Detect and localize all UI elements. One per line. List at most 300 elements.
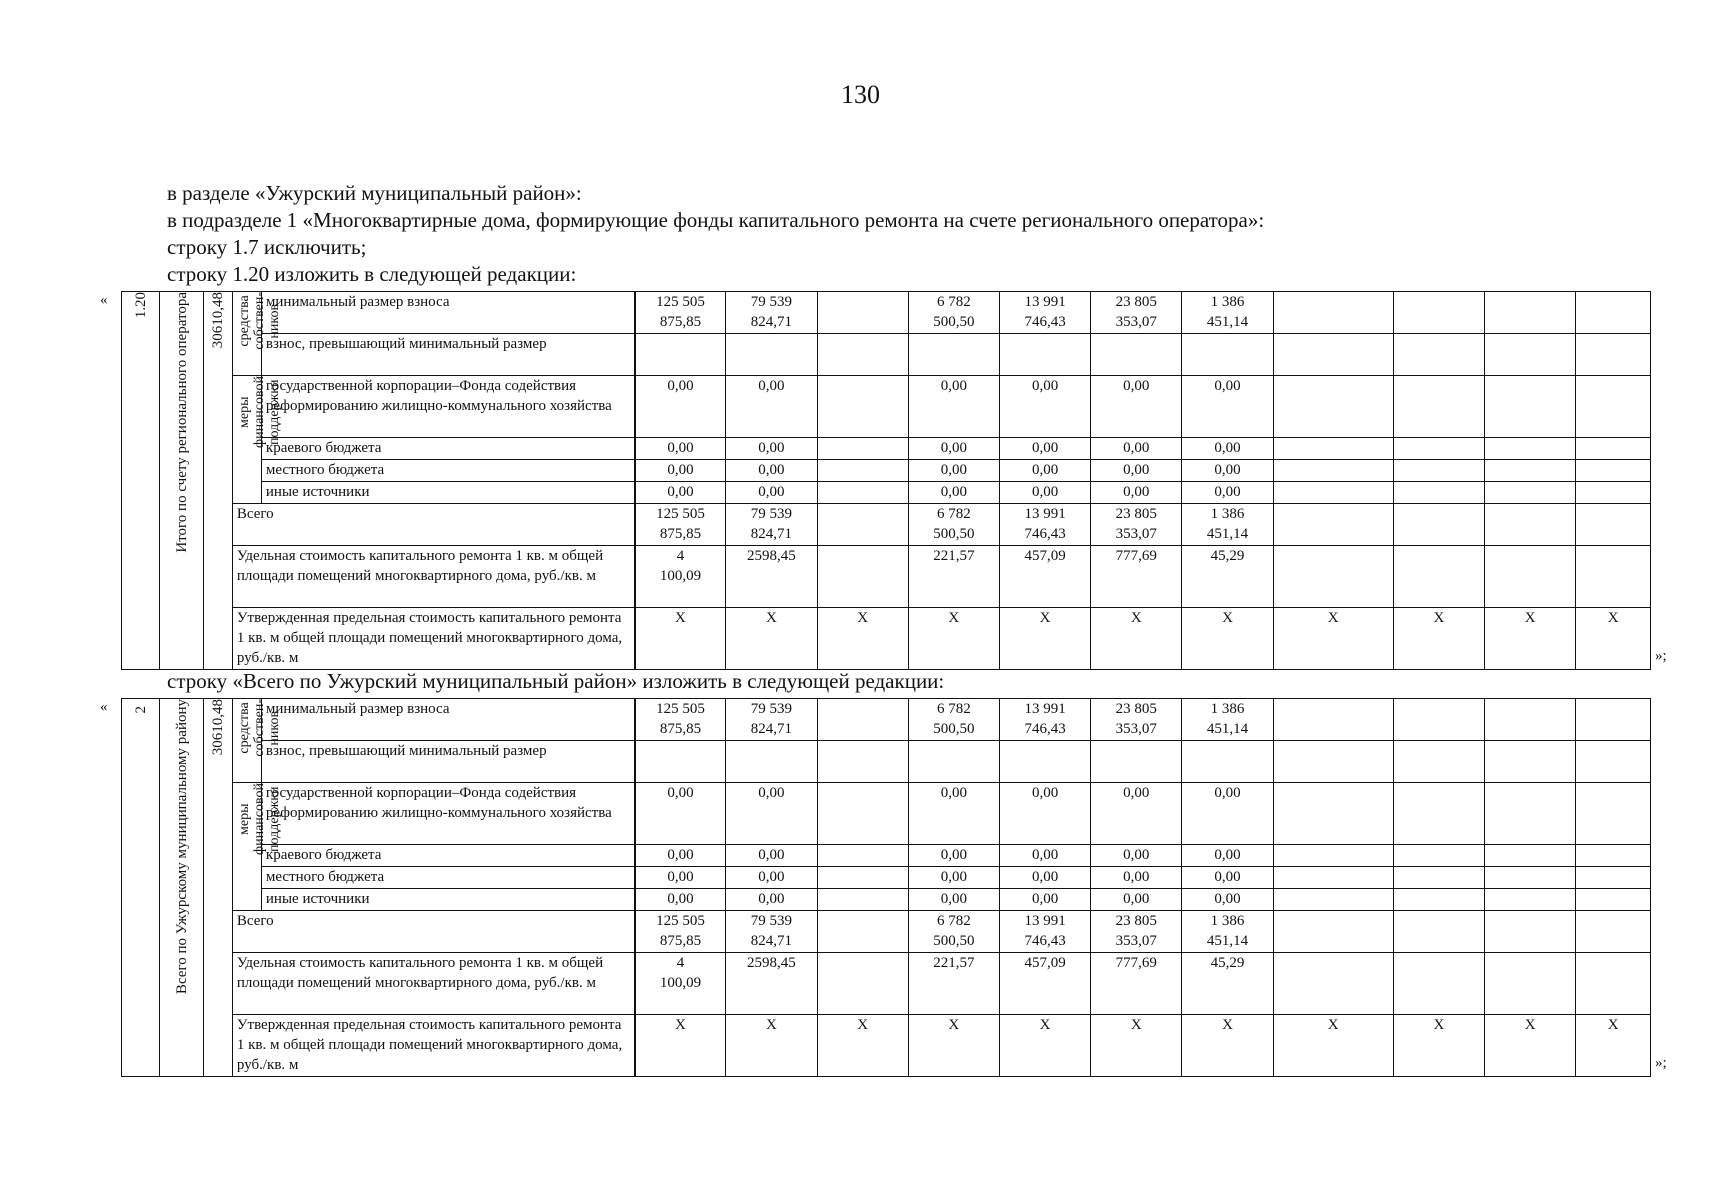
value-cell bbox=[726, 911, 817, 953]
value-cell bbox=[1576, 292, 1651, 334]
row-label: краевого бюджета bbox=[261, 845, 634, 867]
value-cell bbox=[817, 699, 908, 741]
value-line: 0,00 bbox=[940, 869, 967, 885]
value-line: X bbox=[1327, 610, 1339, 626]
value-line: 0,00 bbox=[940, 847, 967, 863]
value-cell bbox=[999, 482, 1090, 504]
value-cell bbox=[999, 460, 1090, 482]
value-cell bbox=[1485, 741, 1576, 783]
value-cell bbox=[908, 911, 999, 953]
value-cell bbox=[1393, 460, 1484, 482]
value-cell bbox=[635, 334, 726, 376]
intro-line-replace-1-20: строку 1.20 изложить в следующей редакции: bbox=[167, 262, 577, 286]
value-line: X bbox=[1222, 1017, 1233, 1033]
value-cell bbox=[1182, 867, 1273, 889]
value-cell bbox=[1393, 845, 1484, 867]
value-line: 0,00 bbox=[1031, 378, 1059, 394]
value-line: 0,00 bbox=[758, 785, 785, 801]
value-line: X bbox=[1327, 1017, 1339, 1033]
value-cell bbox=[1273, 783, 1393, 845]
group-financial-support bbox=[232, 376, 282, 504]
value-cell bbox=[1091, 482, 1182, 504]
value-line: 0,00 bbox=[1123, 440, 1150, 456]
value-cell bbox=[1393, 741, 1484, 783]
value-line: 0,00 bbox=[1031, 785, 1059, 801]
value-line: 875,85 bbox=[659, 314, 702, 330]
value-cell bbox=[726, 438, 817, 460]
value-cell bbox=[908, 608, 999, 670]
value-line: 0,00 bbox=[1123, 462, 1150, 478]
value-line: 79 539 bbox=[750, 506, 793, 522]
value-cell bbox=[726, 889, 817, 911]
page-number: 130 bbox=[841, 80, 880, 109]
row-regional-budget bbox=[122, 845, 1651, 867]
group-financial-support-text bbox=[237, 783, 282, 855]
value-line: 6 782 bbox=[936, 701, 971, 717]
value-cell bbox=[1393, 1015, 1484, 1077]
value-line: 6 782 bbox=[936, 913, 971, 929]
group-owner-funds-line: собствен- bbox=[251, 292, 267, 350]
value-cell bbox=[635, 460, 726, 482]
value-cell bbox=[635, 867, 726, 889]
value-line: 1 386 bbox=[1210, 294, 1245, 310]
value-cell bbox=[908, 953, 999, 1015]
value-cell bbox=[999, 867, 1090, 889]
area-value bbox=[203, 699, 232, 1077]
value-cell bbox=[1576, 867, 1651, 889]
value-line: 0,00 bbox=[1214, 869, 1241, 885]
value-line: 13 991 bbox=[1024, 701, 1066, 717]
value-line: X bbox=[1039, 610, 1051, 626]
value-cell bbox=[1393, 504, 1484, 546]
value-cell bbox=[817, 334, 908, 376]
closing-quote: »; bbox=[1655, 1055, 1667, 1071]
value-cell bbox=[999, 741, 1090, 783]
group-owner-funds-text bbox=[237, 292, 282, 350]
value-cell bbox=[908, 460, 999, 482]
value-cell bbox=[1576, 1015, 1651, 1077]
row-label: местного бюджета bbox=[261, 460, 634, 482]
value-cell bbox=[1091, 376, 1182, 438]
value-cell bbox=[1182, 292, 1273, 334]
value-cell bbox=[1182, 546, 1273, 608]
value-cell bbox=[908, 438, 999, 460]
value-cell bbox=[1182, 376, 1273, 438]
value-cell bbox=[1182, 783, 1273, 845]
value-line: 0,00 bbox=[1031, 484, 1059, 500]
value-cell bbox=[1273, 504, 1393, 546]
value-cell bbox=[635, 1015, 726, 1077]
value-cell bbox=[1273, 741, 1393, 783]
value-line: 824,71 bbox=[750, 721, 793, 737]
value-cell bbox=[1485, 438, 1576, 460]
value-line: 0,00 bbox=[1214, 891, 1241, 907]
value-cell bbox=[1091, 699, 1182, 741]
intro-line-section: в разделе «Ужурский муниципальный район»: bbox=[167, 181, 582, 205]
row-over-min-contribution bbox=[122, 334, 1651, 376]
value-line: 457,09 bbox=[1024, 955, 1066, 971]
group-financial-support-line: меры bbox=[236, 396, 252, 428]
value-cell bbox=[635, 292, 726, 334]
value-line: 0,00 bbox=[667, 847, 694, 863]
value-cell bbox=[1091, 292, 1182, 334]
row-unit-cost bbox=[122, 953, 1651, 1015]
value-line: X bbox=[948, 610, 960, 626]
value-line: 824,71 bbox=[750, 314, 793, 330]
value-line: 0,00 bbox=[758, 484, 785, 500]
value-cell bbox=[817, 783, 908, 845]
opening-quote: « bbox=[100, 292, 108, 308]
value-line: X bbox=[1433, 610, 1445, 626]
value-line: 0,00 bbox=[1031, 891, 1059, 907]
row-unit-cost bbox=[122, 546, 1651, 608]
value-line: 0,00 bbox=[758, 378, 785, 394]
value-cell bbox=[1182, 845, 1273, 867]
value-cell bbox=[1576, 889, 1651, 911]
value-cell bbox=[1273, 867, 1393, 889]
value-line: 4 bbox=[676, 955, 685, 971]
row-label: государственной корпорации–Фонда содействия реформированию жилищно-коммунального хозяйства bbox=[261, 783, 634, 845]
value-cell bbox=[726, 845, 817, 867]
value-line: 500,50 bbox=[933, 933, 975, 949]
value-line: 125 505 bbox=[656, 913, 705, 929]
value-cell bbox=[1576, 953, 1651, 1015]
value-cell bbox=[726, 1015, 817, 1077]
value-cell bbox=[1576, 460, 1651, 482]
value-line: 13 991 bbox=[1024, 294, 1066, 310]
value-cell bbox=[999, 911, 1090, 953]
intro-line-exclude: строку 1.7 исключить; bbox=[167, 235, 367, 259]
value-cell bbox=[1091, 1015, 1182, 1077]
row-label: взнос, превышающий минимальный размер bbox=[261, 334, 634, 376]
value-cell bbox=[635, 741, 726, 783]
value-cell bbox=[1576, 911, 1651, 953]
value-line: 100,09 bbox=[659, 975, 702, 991]
value-cell bbox=[1273, 953, 1393, 1015]
value-cell bbox=[1182, 741, 1273, 783]
value-line: 0,00 bbox=[1031, 869, 1059, 885]
value-line: X bbox=[1524, 610, 1536, 626]
value-line: 0,00 bbox=[1214, 462, 1241, 478]
value-cell bbox=[1091, 867, 1182, 889]
value-cell bbox=[1576, 546, 1651, 608]
value-line: 777,69 bbox=[1115, 955, 1157, 971]
value-cell bbox=[1091, 889, 1182, 911]
value-cell bbox=[1091, 438, 1182, 460]
value-cell bbox=[999, 608, 1090, 670]
value-cell bbox=[1182, 460, 1273, 482]
value-cell bbox=[817, 889, 908, 911]
value-line: 353,07 bbox=[1115, 933, 1157, 949]
value-cell bbox=[1485, 460, 1576, 482]
value-cell bbox=[908, 376, 999, 438]
row-local-budget bbox=[122, 460, 1651, 482]
row-total bbox=[122, 504, 1651, 546]
value-line: X bbox=[1130, 1017, 1142, 1033]
value-line: 0,00 bbox=[667, 484, 694, 500]
value-cell bbox=[635, 911, 726, 953]
value-line: 0,00 bbox=[667, 440, 694, 456]
value-cell bbox=[817, 460, 908, 482]
value-line: 1 386 bbox=[1210, 701, 1245, 717]
value-line: 875,85 bbox=[659, 933, 702, 949]
value-line: 0,00 bbox=[667, 378, 694, 394]
value-cell bbox=[635, 783, 726, 845]
value-cell bbox=[1273, 546, 1393, 608]
value-line: 0,00 bbox=[758, 869, 785, 885]
value-line: 0,00 bbox=[1214, 440, 1241, 456]
value-cell bbox=[1393, 911, 1484, 953]
value-cell bbox=[817, 376, 908, 438]
row-label: местного бюджета bbox=[261, 867, 634, 889]
value-cell bbox=[999, 546, 1090, 608]
value-cell bbox=[1485, 376, 1576, 438]
value-cell bbox=[817, 608, 908, 670]
value-cell bbox=[1485, 867, 1576, 889]
row-label: краевого бюджета bbox=[261, 438, 634, 460]
group-financial-support-line: меры bbox=[236, 803, 252, 835]
value-line: X bbox=[857, 610, 869, 626]
row-over-min-contribution bbox=[122, 741, 1651, 783]
value-line: X bbox=[1433, 1017, 1445, 1033]
value-cell bbox=[1393, 438, 1484, 460]
value-cell bbox=[817, 911, 908, 953]
value-cell bbox=[817, 438, 908, 460]
value-cell bbox=[908, 1015, 999, 1077]
value-line: 0,00 bbox=[667, 462, 694, 478]
row-label: минимальный размер взноса bbox=[261, 699, 634, 741]
value-cell bbox=[1485, 546, 1576, 608]
value-line: X bbox=[1524, 1017, 1536, 1033]
value-cell bbox=[726, 953, 817, 1015]
value-line: 875,85 bbox=[659, 721, 702, 737]
row-label: Удельная стоимость капитального ремонта 1 кв. м общей площади помещений многоквартирного дома, руб./кв. м bbox=[232, 546, 634, 608]
value-cell bbox=[1182, 438, 1273, 460]
row-total bbox=[122, 911, 1651, 953]
value-cell bbox=[1485, 292, 1576, 334]
row-number bbox=[122, 292, 160, 670]
closing-quote: »; bbox=[1655, 648, 1667, 664]
value-cell bbox=[1273, 1015, 1393, 1077]
value-cell bbox=[1576, 334, 1651, 376]
value-line: 4 bbox=[676, 548, 685, 564]
value-cell bbox=[1393, 889, 1484, 911]
value-line: 0,00 bbox=[940, 440, 967, 456]
value-cell bbox=[1273, 482, 1393, 504]
group-owner-funds-text bbox=[237, 699, 282, 757]
value-cell bbox=[726, 376, 817, 438]
row-local-budget bbox=[122, 867, 1651, 889]
row-max-cost bbox=[122, 1015, 1651, 1077]
value-cell bbox=[999, 438, 1090, 460]
group-owner-funds-line: ников bbox=[266, 710, 282, 746]
row-number-text: 2 bbox=[132, 705, 149, 713]
value-cell bbox=[1182, 953, 1273, 1015]
value-cell bbox=[1576, 608, 1651, 670]
value-cell bbox=[1393, 953, 1484, 1015]
group-financial-support-line: финансовой bbox=[251, 783, 267, 855]
row-label: иные источники bbox=[261, 889, 634, 911]
row-title-text: Итого по счету регионального оператора bbox=[173, 292, 190, 553]
value-cell bbox=[1273, 376, 1393, 438]
row-title bbox=[160, 292, 204, 670]
value-cell bbox=[1576, 438, 1651, 460]
row-fund-support bbox=[122, 783, 1651, 845]
value-cell bbox=[999, 889, 1090, 911]
value-line: 0,00 bbox=[758, 891, 785, 907]
value-cell bbox=[1182, 334, 1273, 376]
value-line: 0,00 bbox=[940, 785, 967, 801]
value-cell bbox=[999, 783, 1090, 845]
value-line: 0,00 bbox=[1031, 847, 1059, 863]
value-cell bbox=[908, 292, 999, 334]
value-line: 0,00 bbox=[1031, 462, 1059, 478]
value-cell bbox=[1091, 845, 1182, 867]
value-line: X bbox=[857, 1017, 869, 1033]
value-line: 500,50 bbox=[933, 314, 975, 330]
value-cell bbox=[908, 334, 999, 376]
value-cell bbox=[1091, 783, 1182, 845]
group-owner-funds-line: средства bbox=[236, 295, 252, 347]
value-line: 451,14 bbox=[1206, 526, 1249, 542]
value-line: X bbox=[948, 1017, 960, 1033]
value-cell bbox=[635, 889, 726, 911]
value-line: 1 386 bbox=[1210, 506, 1245, 522]
value-line: X bbox=[765, 1017, 777, 1033]
value-line: 23 805 bbox=[1115, 506, 1157, 522]
value-line: 0,00 bbox=[758, 847, 785, 863]
group-owner-funds bbox=[232, 699, 282, 783]
value-line: X bbox=[1607, 1017, 1619, 1033]
value-cell bbox=[817, 953, 908, 1015]
value-line: 353,07 bbox=[1115, 526, 1157, 542]
amendment-table-row-1-20 bbox=[121, 291, 1651, 670]
value-cell bbox=[1273, 889, 1393, 911]
row-max-cost bbox=[122, 608, 1651, 670]
value-cell bbox=[1576, 699, 1651, 741]
value-cell bbox=[1182, 911, 1273, 953]
value-cell bbox=[1273, 911, 1393, 953]
value-cell bbox=[1393, 482, 1484, 504]
value-line: 0,00 bbox=[1123, 891, 1150, 907]
value-cell bbox=[908, 699, 999, 741]
value-cell bbox=[908, 783, 999, 845]
value-line: 2598,45 bbox=[747, 548, 796, 564]
value-cell bbox=[1485, 334, 1576, 376]
row-label: государственной корпорации–Фонда содействия реформированию жилищно-коммунального хозяйства bbox=[261, 376, 634, 438]
value-cell bbox=[1273, 845, 1393, 867]
value-line: 79 539 bbox=[750, 294, 793, 310]
value-line: 0,00 bbox=[1123, 484, 1150, 500]
value-cell bbox=[1485, 504, 1576, 546]
value-cell bbox=[1485, 953, 1576, 1015]
value-line: 1 386 bbox=[1210, 913, 1245, 929]
value-cell bbox=[726, 546, 817, 608]
value-line: 0,00 bbox=[1123, 847, 1150, 863]
value-line: 777,69 bbox=[1115, 548, 1157, 564]
row-label: Удельная стоимость капитального ремонта 1 кв. м общей площади помещений многоквартирного дома, руб./кв. м bbox=[232, 953, 634, 1015]
value-line: 875,85 bbox=[659, 526, 702, 542]
value-line: 0,00 bbox=[667, 785, 694, 801]
value-cell bbox=[1485, 1015, 1576, 1077]
value-line: 451,14 bbox=[1206, 314, 1249, 330]
value-line: 0,00 bbox=[758, 462, 785, 478]
value-cell bbox=[1182, 889, 1273, 911]
group-financial-support-line: поддержки bbox=[266, 786, 282, 852]
value-cell bbox=[635, 845, 726, 867]
value-line: 353,07 bbox=[1115, 314, 1157, 330]
value-cell bbox=[999, 504, 1090, 546]
value-cell bbox=[817, 482, 908, 504]
row-title bbox=[160, 699, 204, 1077]
value-cell bbox=[1182, 1015, 1273, 1077]
value-line: 746,43 bbox=[1024, 314, 1066, 330]
value-line: 457,09 bbox=[1024, 548, 1066, 564]
value-line: 0,00 bbox=[1214, 484, 1241, 500]
row-other-sources bbox=[122, 889, 1651, 911]
value-cell bbox=[999, 334, 1090, 376]
row-regional-budget bbox=[122, 438, 1651, 460]
value-cell bbox=[1091, 546, 1182, 608]
value-line: X bbox=[675, 1017, 686, 1033]
value-line: X bbox=[1607, 610, 1619, 626]
value-line: 23 805 bbox=[1115, 913, 1157, 929]
value-cell bbox=[635, 376, 726, 438]
value-cell bbox=[1091, 911, 1182, 953]
row-label: иные источники bbox=[261, 482, 634, 504]
value-cell bbox=[635, 504, 726, 546]
value-line: 451,14 bbox=[1206, 721, 1249, 737]
value-line: 0,00 bbox=[667, 869, 694, 885]
value-cell bbox=[1182, 608, 1273, 670]
value-cell bbox=[1091, 460, 1182, 482]
value-cell bbox=[817, 867, 908, 889]
value-cell bbox=[1485, 482, 1576, 504]
group-owner-funds-line: средства bbox=[236, 702, 252, 754]
group-financial-support-line: финансовой bbox=[251, 376, 267, 448]
value-cell bbox=[817, 1015, 908, 1077]
value-cell bbox=[1091, 741, 1182, 783]
value-line: 824,71 bbox=[750, 526, 793, 542]
value-line: X bbox=[1039, 1017, 1051, 1033]
row-label: взнос, превышающий минимальный размер bbox=[261, 741, 634, 783]
value-cell bbox=[999, 953, 1090, 1015]
row-min-contribution bbox=[122, 699, 1651, 741]
value-cell bbox=[999, 845, 1090, 867]
value-line: 500,50 bbox=[933, 721, 975, 737]
value-line: 23 805 bbox=[1115, 701, 1157, 717]
value-line: 45,29 bbox=[1210, 955, 1245, 971]
value-line: 451,14 bbox=[1206, 933, 1249, 949]
value-line: 0,00 bbox=[667, 891, 694, 907]
group-owner-funds-line: ников bbox=[266, 303, 282, 339]
value-line: 23 805 bbox=[1115, 294, 1157, 310]
value-line: 0,00 bbox=[1123, 378, 1150, 394]
value-line: 0,00 bbox=[940, 484, 967, 500]
value-cell bbox=[1393, 783, 1484, 845]
value-cell bbox=[635, 482, 726, 504]
value-cell bbox=[1576, 376, 1651, 438]
value-cell bbox=[1182, 482, 1273, 504]
value-cell bbox=[1273, 608, 1393, 670]
value-cell bbox=[635, 699, 726, 741]
value-line: X bbox=[675, 610, 686, 626]
value-cell bbox=[1576, 504, 1651, 546]
value-cell bbox=[635, 953, 726, 1015]
value-cell bbox=[726, 783, 817, 845]
value-cell bbox=[1182, 699, 1273, 741]
value-cell bbox=[726, 608, 817, 670]
